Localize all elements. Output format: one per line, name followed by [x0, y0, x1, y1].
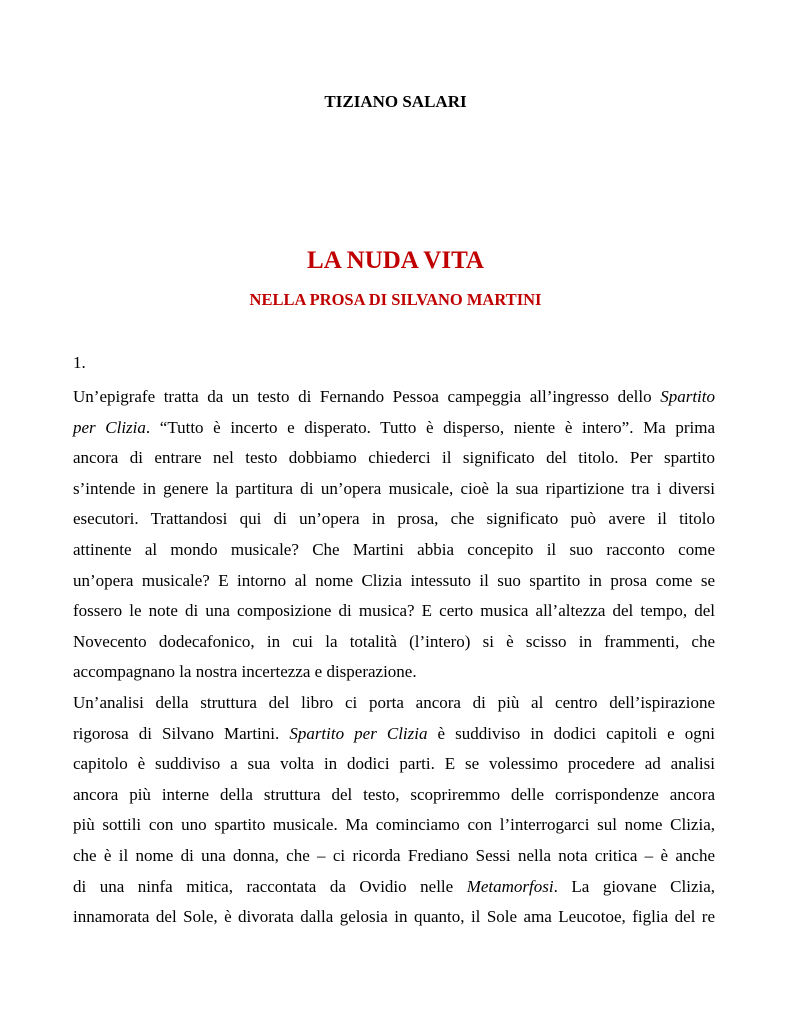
- text-line: ancora più interne della struttura del testo, scopriremmo delle corrispondenze ancora: [73, 784, 715, 804]
- section-number: 1.: [73, 353, 86, 372]
- document-subtitle: NELLA PROSA DI SILVANO MARTINI: [249, 290, 542, 309]
- text-line: esecutori. Trattandosi qui di un’opera in prosa, che significato può avere il titolo: [73, 509, 715, 529]
- text-line: un’opera musicale? E intorno al nome Clizia intessuto il suo spartito in prosa come se: [73, 570, 715, 590]
- text-line: s’intende in genere la partitura di un’opera musicale, cioè la sua ripartizione tra i diversi: [73, 478, 715, 498]
- text-line: rigorosa di Silvano Martini. Spartito per Clizia è suddiviso in dodici capitoli e ogni: [73, 723, 715, 743]
- text-line: Novecento dodecafonico, in cui la totalità (l’intero) si è scisso in frammenti, che: [73, 631, 715, 651]
- text-line: capitolo è suddiviso a sua volta in dodici parti. E se volessimo procedere ad analisi: [73, 754, 715, 774]
- text-line: Un’analisi della struttura del libro ci porta ancora di più al centro dell’ispirazione: [73, 692, 715, 712]
- text-line: Un’epigrafe tratta da un testo di Fernando Pessoa campeggia all’ingresso dello Spartito: [73, 387, 715, 406]
- body-text: [73, 382, 715, 933]
- document-title: LA NUDA VITA: [307, 247, 484, 274]
- text-line: che è il nome di una donna, che – ci ricorda Frediano Sessi nella nota critica – è anche: [73, 845, 715, 865]
- text-line: per Clizia. “Tutto è incerto e disperato. Tutto è disperso, niente è intero”. Ma prima: [73, 417, 715, 437]
- text-line: innamorata del Sole, è divorata dalla gelosia in quanto, il Sole ama Leucotoe, figlia del re: [73, 907, 715, 927]
- author-name: TIZIANO SALARI: [324, 92, 467, 111]
- text-line: di una ninfa mitica, raccontata da Ovidio nelle Metamorfosi. La giovane Clizia,: [73, 876, 716, 896]
- text-line: più sottili con uno spartito musicale. Ma cominciamo con l’interrogarci sul nome Clizia,: [73, 815, 715, 835]
- text-line: attinente al mondo musicale? Che Martini abbia concepito il suo racconto come: [73, 539, 715, 559]
- text-line: fossero le note di una composizione di musica? E certo musica all’altezza del tempo, del: [73, 601, 715, 621]
- text-line: accompagnano la nostra incertezza e disperazione.: [73, 662, 417, 682]
- text-line: ancora di entrare nel testo dobbiamo chiederci il significato del titolo. Per spartito: [73, 448, 715, 468]
